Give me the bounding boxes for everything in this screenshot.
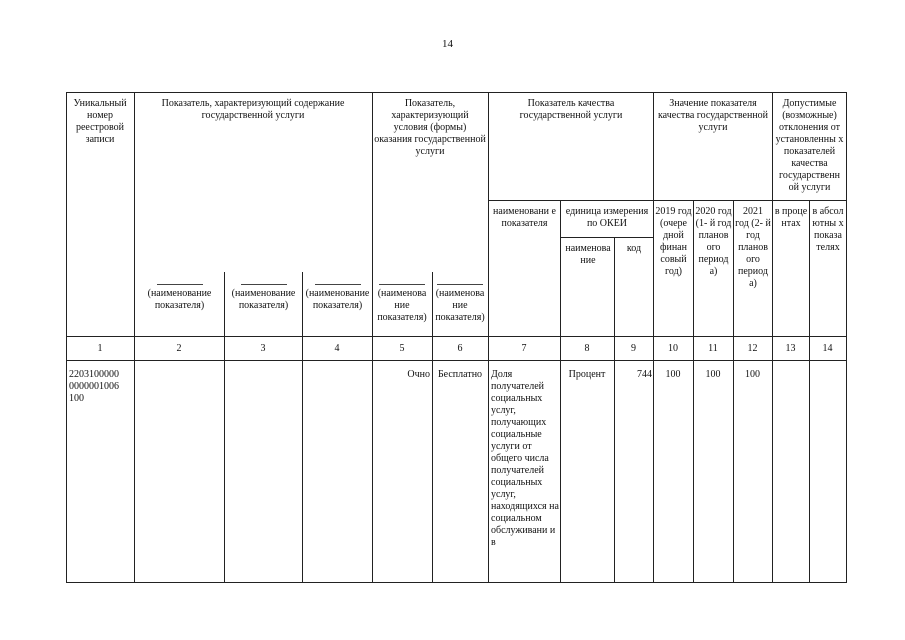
unit-code-value: 744: [637, 369, 652, 380]
page-number: 14: [442, 38, 453, 50]
payment-value: Бесплатно: [437, 369, 483, 380]
header-registry-number: Уникальный номер реестровой записи: [73, 98, 127, 145]
col-number-13: 13: [785, 343, 796, 354]
col-number-2: 2: [176, 343, 182, 354]
col-number-3: 3: [260, 343, 266, 354]
col-number-14: 14: [822, 343, 833, 354]
header-unit-name: наименова ние: [565, 243, 611, 266]
value-2020: 100: [705, 369, 721, 380]
col-number-10: 10: [668, 343, 678, 354]
header-year-2021: 2021 год (2- й год планов ого период а): [735, 206, 771, 289]
value-2019: 100: [665, 369, 681, 380]
indicator-value: Доля получателей социальных услуг, получающих социальные услуги от общего числа получателей социальных услуг, находящихся на социальном обслуживани и в: [491, 369, 559, 548]
header-year-2019: 2019 год (очере дной финан совый год): [655, 206, 692, 277]
header-unit-code: код: [626, 243, 642, 254]
col-number-5: 5: [399, 343, 405, 354]
subheader-col4: (наименование показателя): [304, 284, 371, 312]
subheader-col5: (наименова ние показателя): [373, 284, 431, 324]
header-indicator-name: наименовани е показателя: [493, 206, 556, 229]
header-okei-unit: единица измерения по ОКЕИ: [565, 206, 649, 229]
col-number-6: 6: [457, 343, 463, 354]
form-value: Очно: [407, 369, 430, 380]
registry-number-value: 2203100000 0000001006 100: [69, 369, 119, 404]
state-task-table: [66, 92, 846, 582]
col-number-4: 4: [334, 343, 340, 354]
col-number-7: 7: [521, 343, 527, 354]
header-year-2020: 2020 год (1- й год планов ого период а): [695, 206, 732, 277]
header-deviation-absolute: в абсол ютны х показа телях: [812, 206, 844, 253]
header-condition-indicator: Показатель, характеризующий условия (формы) оказания государственной услуги: [374, 98, 486, 157]
col-number-9: 9: [631, 343, 636, 354]
header-deviation-percent: в проце нтах: [774, 206, 808, 229]
subheader-col2: (наименование показателя): [136, 284, 223, 312]
header-quality-value: Значение показателя качества государственной услуги: [657, 98, 769, 133]
value-2021: 100: [745, 369, 760, 380]
header-content-indicator: Показатель, характеризующий содержание государственной услуги: [161, 98, 345, 121]
header-allowed-deviation: Допустимые (возможные) отклонения от установленны х показателей качества государственн ой услуги: [775, 98, 844, 193]
unit-name-value: Процент: [568, 369, 606, 380]
col-number-8: 8: [584, 343, 590, 354]
col-number-12: 12: [747, 343, 758, 354]
subheader-col3: (наименование показателя): [226, 284, 301, 312]
col-number-1: 1: [97, 343, 103, 354]
subheader-col6: (наименова ние показателя): [433, 284, 487, 324]
header-quality-indicator: Показатель качества государственной услуги: [519, 98, 623, 121]
col-number-11: 11: [708, 343, 718, 354]
